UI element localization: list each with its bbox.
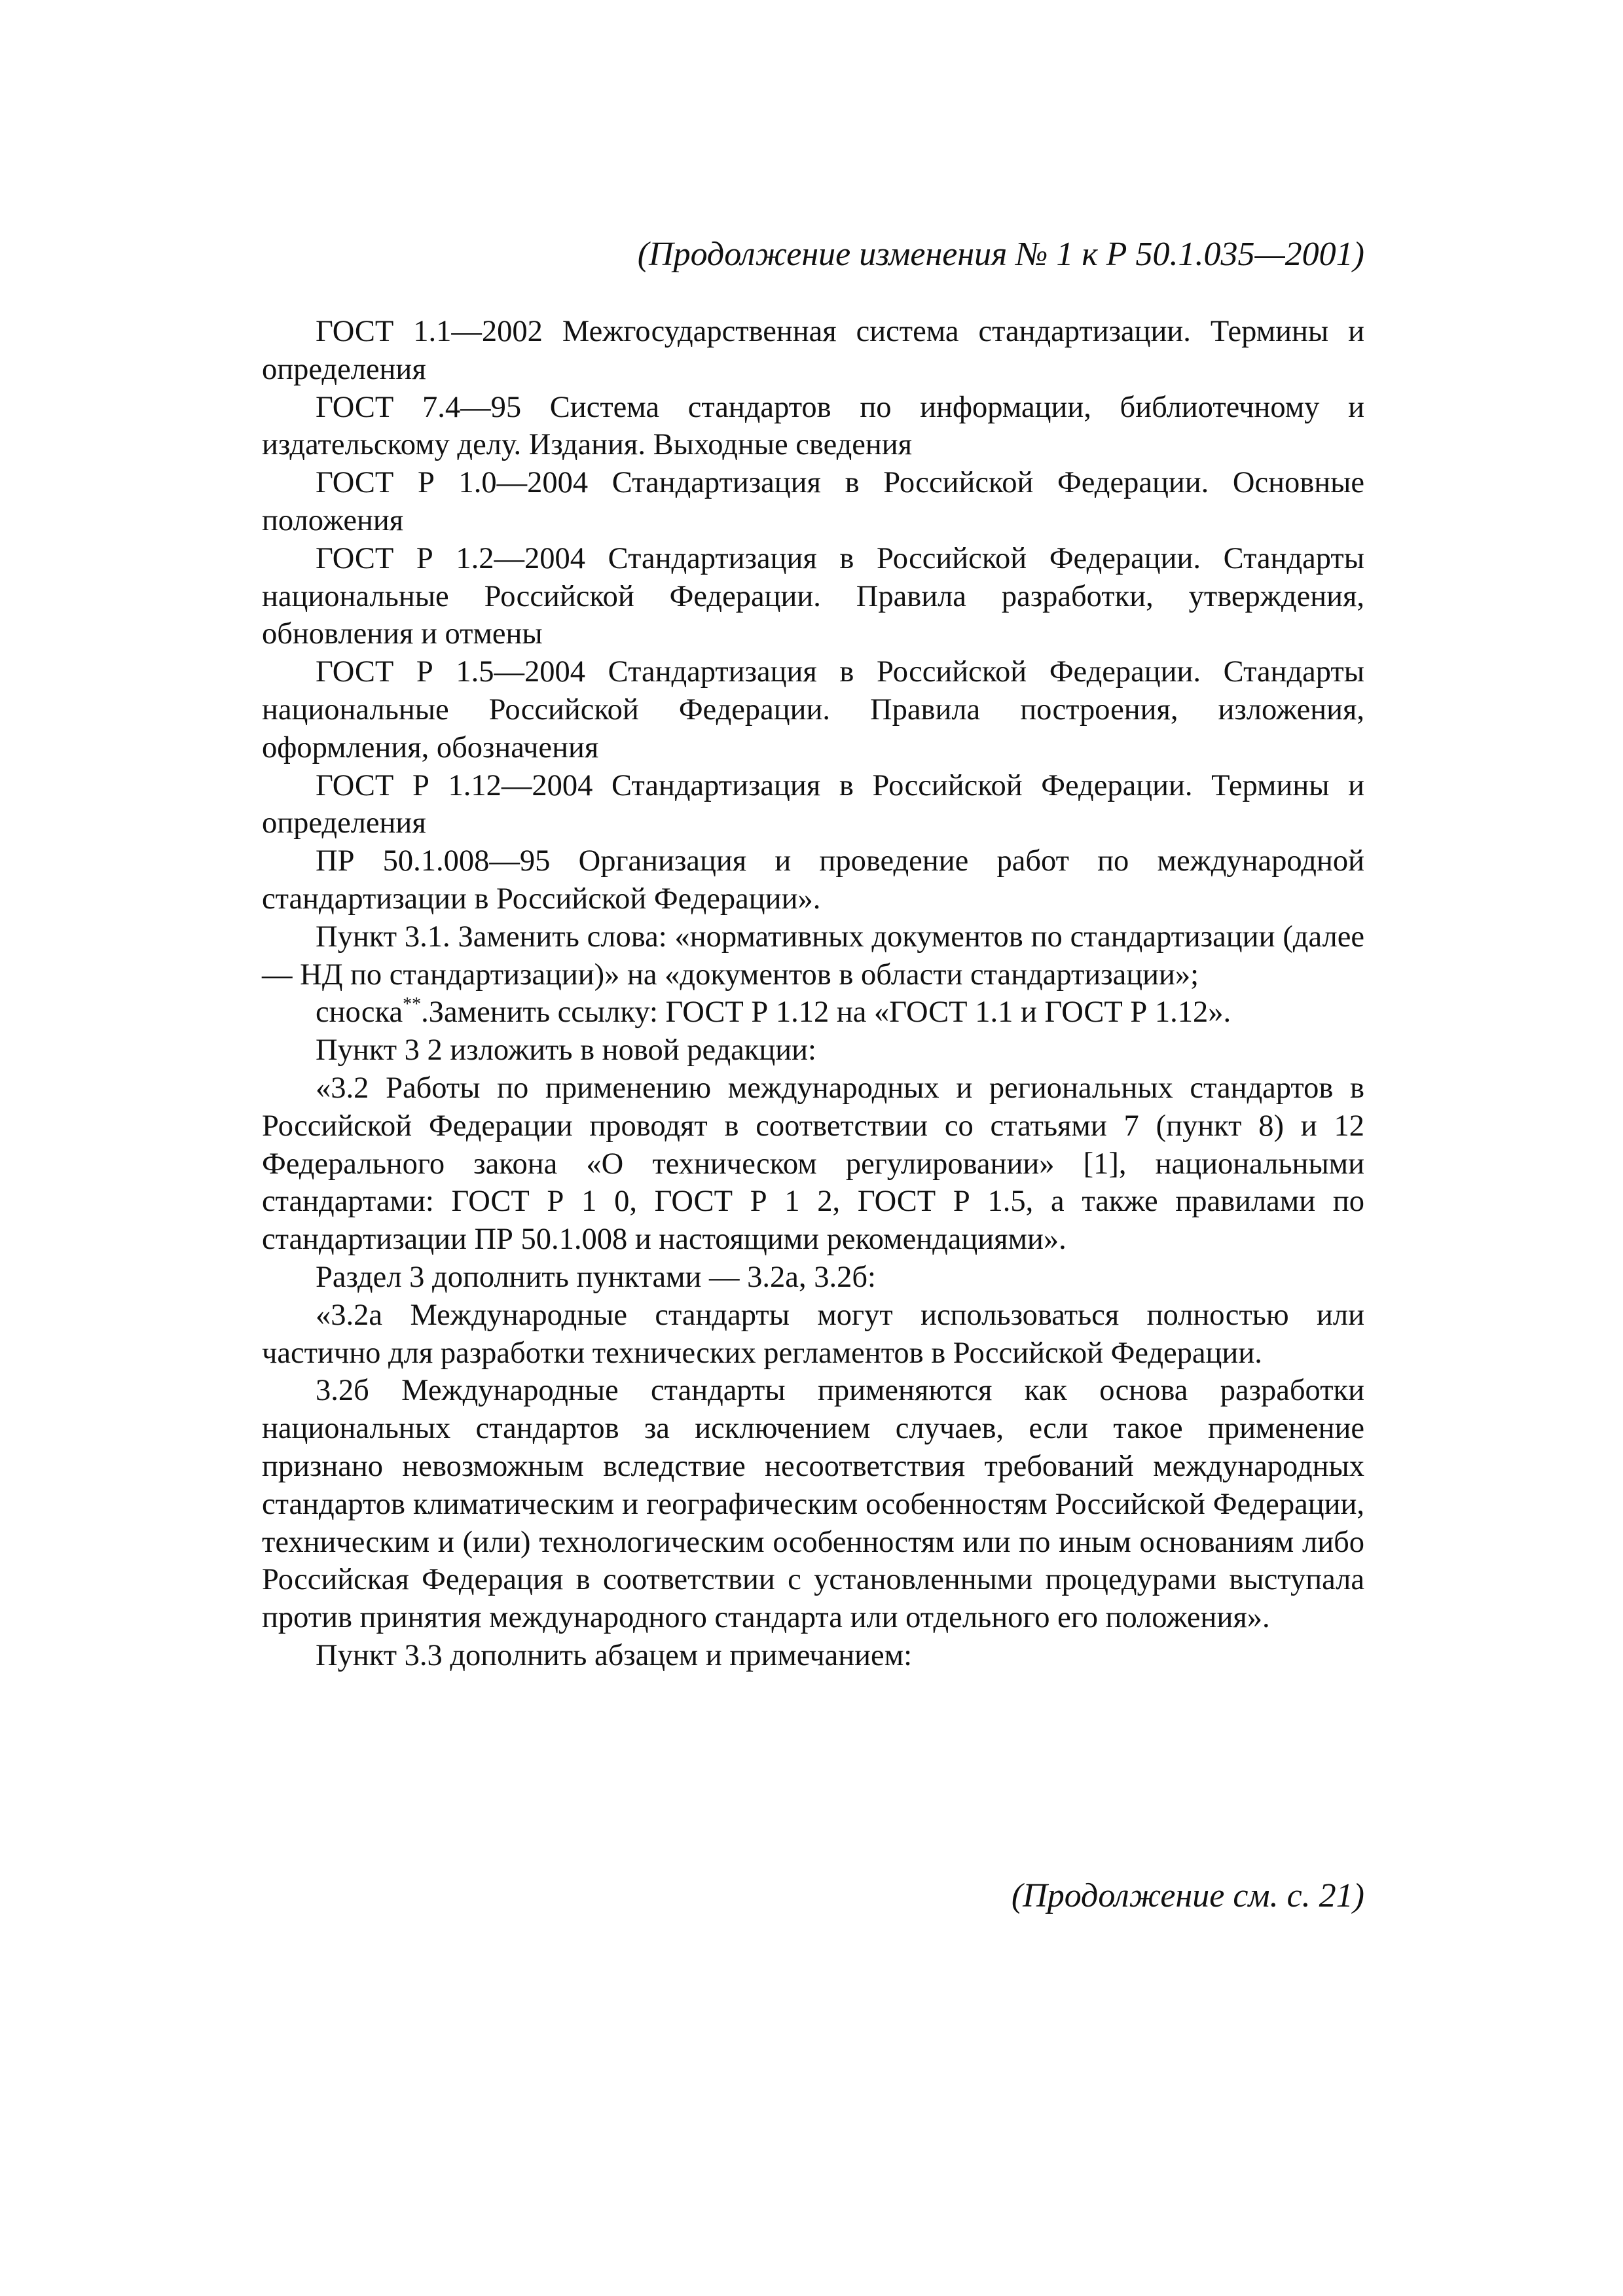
reference-pr-50-1-008: ПР 50.1.008—95 Организация и проведение работ по международной стандартизации в Российской Федерации». bbox=[262, 844, 1364, 916]
reference-gost-r-1-0: ГОСТ Р 1.0—2004 Стандартизация в Российской Федерации. Основные положения bbox=[262, 466, 1364, 537]
footnote-change-lead: сноска bbox=[316, 996, 403, 1030]
item-3-2-intro: Пункт 3 2 изложить в новой редакции: bbox=[316, 1033, 816, 1067]
page-header-continuation: (Продолжение изменения № 1 к Р 50.1.035—2001) bbox=[637, 236, 1364, 273]
reference-gost-1-1: ГОСТ 1.1—2002 Межгосударственная система стандартизации. Термины и определения bbox=[262, 315, 1364, 386]
document-body bbox=[262, 313, 1364, 1675]
footnote-mark: ** bbox=[403, 994, 422, 1015]
reference-gost-r-1-2: ГОСТ Р 1.2—2004 Стандартизация в Российской Федерации. Стандарты национальные Российской Федерации. Правила разработки, утверждения, обновления и отмены bbox=[262, 541, 1364, 651]
reference-gost-r-1-5: ГОСТ Р 1.5—2004 Стандартизация в Российской Федерации. Стандарты национальные Российской Федерации. Правила построения, изложения, оформления, обозначения bbox=[262, 655, 1364, 764]
section-3-intro: Раздел 3 дополнить пунктами — 3.2а, 3.2б: bbox=[316, 1260, 876, 1294]
reference-gost-7-4: ГОСТ 7.4—95 Система стандартов по информации, библиотечному и издательскому делу. Издания. Выходные сведения bbox=[262, 390, 1364, 462]
page-footer-continuation: (Продолжение см. с. 21) bbox=[1011, 1877, 1364, 1914]
item-3-2b: 3.2б Международные стандарты применяются как основа разработки национальных стандартов за исключением случаев, если такое применение признано невозможным вследствие несоответствия требований международных стандартов климатическим и географическим особенностям Российской Федерации, техническим и (или) технологическим особенностям или по иным основаниям либо Российская Федерация в соответствии с установленными процедурами выступала против принятия международного стандарта или отдельного его положения». bbox=[262, 1374, 1364, 1635]
item-3-1-change: Пункт 3.1. Заменить слова: «нормативных документов по стандартизации (далее — НД по стандартизации)» на «документов в области стандартизации»; bbox=[262, 920, 1364, 992]
item-3-2a: «3.2а Международные стандарты могут использоваться полностью или частично для разработки технических регламентов в Российской Федерации. bbox=[262, 1298, 1364, 1370]
item-3-2-text: «3.2 Работы по применению международных и региональных стандартов в Российской Федерации проводят в соответствии со статьями 7 (пункт 8) и 12 Федерального закона «О техническом регулировании» [1], национальными стандартами: ГОСТ Р 1 0, ГОСТ Р 1 2, ГОСТ Р 1.5, а также правилами по стандартизации ПР 50.1.008 и настоящими рекомендациями». bbox=[262, 1071, 1364, 1257]
footnote-change bbox=[262, 994, 1364, 1031]
item-3-3-intro: Пункт 3.3 дополнить абзацем и примечанием: bbox=[316, 1638, 913, 1672]
footnote-change-text: .Заменить ссылку: ГОСТ Р 1.12 на «ГОСТ 1.1 и ГОСТ Р 1.12». bbox=[421, 996, 1231, 1030]
reference-gost-r-1-12: ГОСТ Р 1.12—2004 Стандартизация в Российской Федерации. Термины и определения bbox=[262, 768, 1364, 840]
